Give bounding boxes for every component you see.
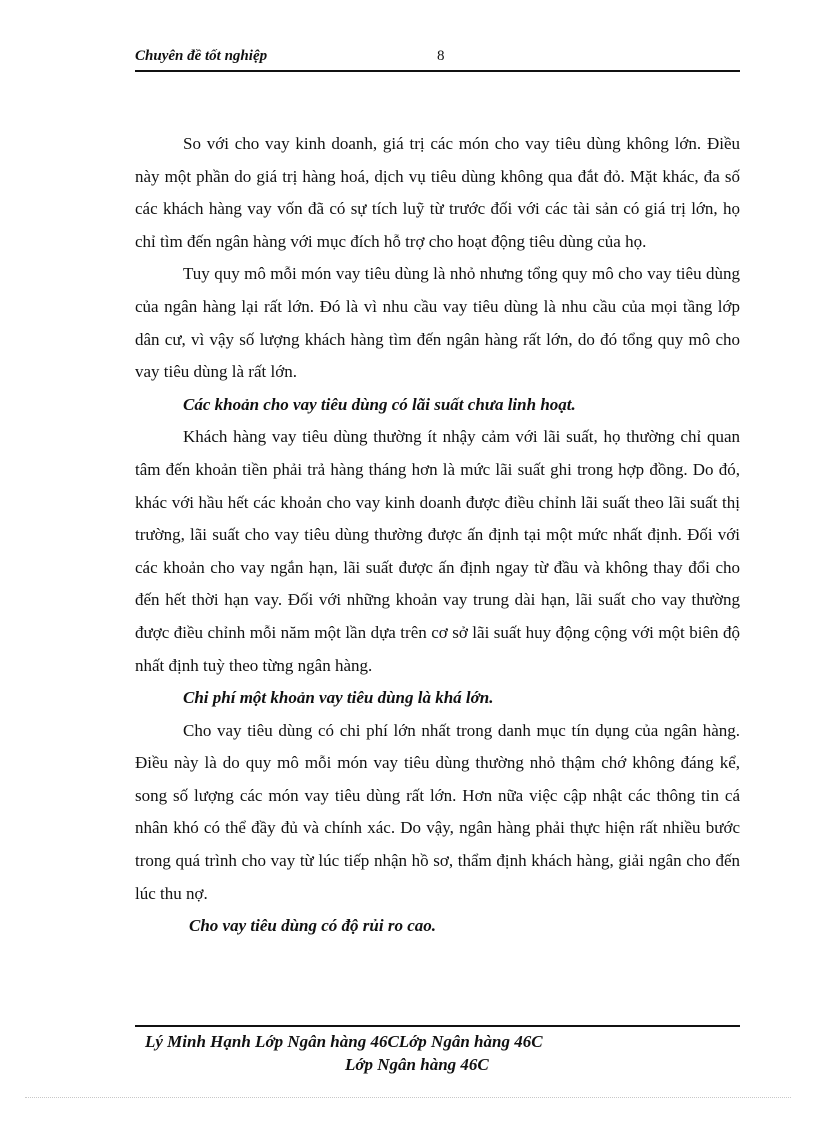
page-bottom-dotted-line: [25, 1097, 791, 1098]
page-header: [135, 48, 740, 72]
document-body: [135, 128, 740, 943]
footer-divider: [135, 1025, 740, 1027]
paragraph-4: Cho vay tiêu dùng có chi phí lớn nhất trong danh mục tín dụng của ngân hàng. Điều này là do quy mô mỗi món vay tiêu dùng thường nhỏ thậm chớ không đáng kể, song số lượng các món vay tiêu dùng rất lớn. Hơn nữa việc cập nhật các thông tin cá nhân khó có thể đầy đủ và chính xác. Do vậy, ngân hàng phải thực hiện rất nhiều bước trong quá trình cho vay từ lúc tiếp nhận hồ sơ, thẩm định khách hàng, giải ngân cho đến lúc thu nợ.: [135, 720, 740, 903]
section-heading-interest-rate: Các khoản cho vay tiêu dùng có lãi suất chưa linh hoạt.: [183, 394, 576, 414]
page-footer: [135, 1030, 740, 1076]
footer-author-class: Lý Minh Hạnh Lớp Ngân hàng 46CLớp Ngân hàng 46C: [145, 1032, 543, 1051]
footer-class: Lớp Ngân hàng 46C: [345, 1055, 489, 1074]
section-heading-cost: Chi phí một khoản vay tiêu dùng là khá lớn.: [183, 688, 494, 708]
paragraph-1: So với cho vay kinh doanh, giá trị các món cho vay tiêu dùng không lớn. Điều này một phần do giá trị hàng hoá, dịch vụ tiêu dùng không qua đắt đỏ. Mặt khác, đa số các khách hàng vay vốn đã có sự tích luỹ từ trước đối với các tài sản có giá trị lớn, họ chỉ tìm đến ngân hàng với mục đích hỗ trợ cho hoạt động tiêu dùng của họ.: [135, 134, 740, 251]
paragraph-2: Tuy quy mô mỗi món vay tiêu dùng là nhỏ nhưng tổng quy mô cho vay tiêu dùng của ngân hàng lại rất lớn. Đó là vì nhu cầu vay tiêu dùng là nhu cầu của mọi tầng lớp dân cư, vì vậy số lượng khách hàng tìm đến ngân hàng rất lớn, do đó tổng quy mô cho vay tiêu dùng là rất lớn.: [135, 264, 740, 382]
page-number: 8: [437, 48, 445, 64]
header-title: Chuyên đề tốt nghiệp: [135, 48, 268, 64]
section-heading-risk: Cho vay tiêu dùng có độ rủi ro cao.: [189, 916, 436, 936]
paragraph-3: Khách hàng vay tiêu dùng thường ít nhậy cảm với lãi suất, họ thường chỉ quan tâm đến khoản tiền phải trả hàng tháng hơn là mức lãi suất ghi trong hợp đồng. Do đó, khác với hầu hết các khoản cho vay kinh doanh được điều chỉnh lãi suất theo lãi suất thị trường, lãi suất cho vay tiêu dùng thường được ấn định tại một mức nhất định. Đối với các khoản cho vay ngắn hạn, lãi suất được ấn định ngay từ đầu và không thay đổi cho đến hết thời hạn vay. Đối với những khoản vay trung dài hạn, lãi suất cho vay thường được điều chỉnh mỗi năm một lần dựa trên cơ sở lãi suất huy động cộng với một biên độ nhất định tuỳ theo từng ngân hàng.: [135, 427, 740, 675]
